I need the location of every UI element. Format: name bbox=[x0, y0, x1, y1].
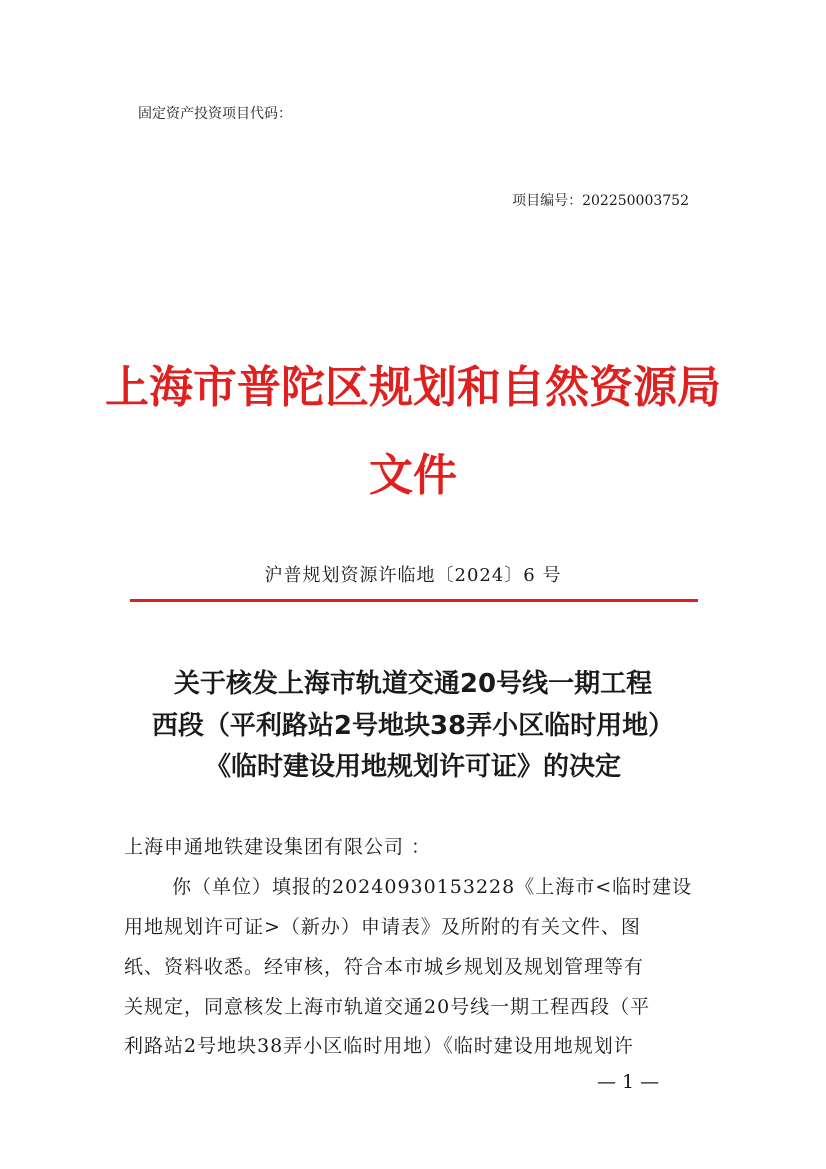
letterhead-doc-type: 文件 bbox=[369, 450, 457, 501]
document-title-line: 《临时建设用地规划许可证》的决定 bbox=[204, 752, 621, 782]
fixed-asset-code-label: 固定资产投资项目代码： bbox=[138, 106, 292, 122]
body-text-line: 用地规划许可证>（新办）申请表》及所附的有关文件、图 bbox=[124, 916, 641, 938]
letterhead-org-name: 上海市普陀区规划和自然资源局 bbox=[105, 362, 721, 413]
body-text-line: 你（单位）填报的20240930153228《上海市<临时建设 bbox=[172, 876, 693, 898]
addressee: 上海申通地铁建设集团有限公司 ： bbox=[124, 836, 432, 858]
body-text-line: 关规定，同意核发上海市轨道交通20号线一期工程西段（平 bbox=[124, 996, 651, 1018]
document-title-line: 关于核发上海市轨道交通20号线一期工程 bbox=[173, 669, 653, 699]
project-number: 项目编号：202250003752 bbox=[512, 193, 689, 209]
body-text-line: 纸、资料收悉。经审核，符合本市城乡规划及规划管理等有 bbox=[124, 956, 645, 978]
body-text-line: 利路站2号地块38弄小区临时用地）《临时建设用地规划许 bbox=[124, 1035, 634, 1057]
document-number: 沪普规划资源许临地〔2024〕6 号 bbox=[264, 565, 562, 586]
red-divider bbox=[130, 599, 698, 602]
page-number: — 1 — bbox=[597, 1071, 660, 1093]
document-title-line: 西段（平利路站2号地块38弄小区临时用地） bbox=[151, 711, 675, 741]
